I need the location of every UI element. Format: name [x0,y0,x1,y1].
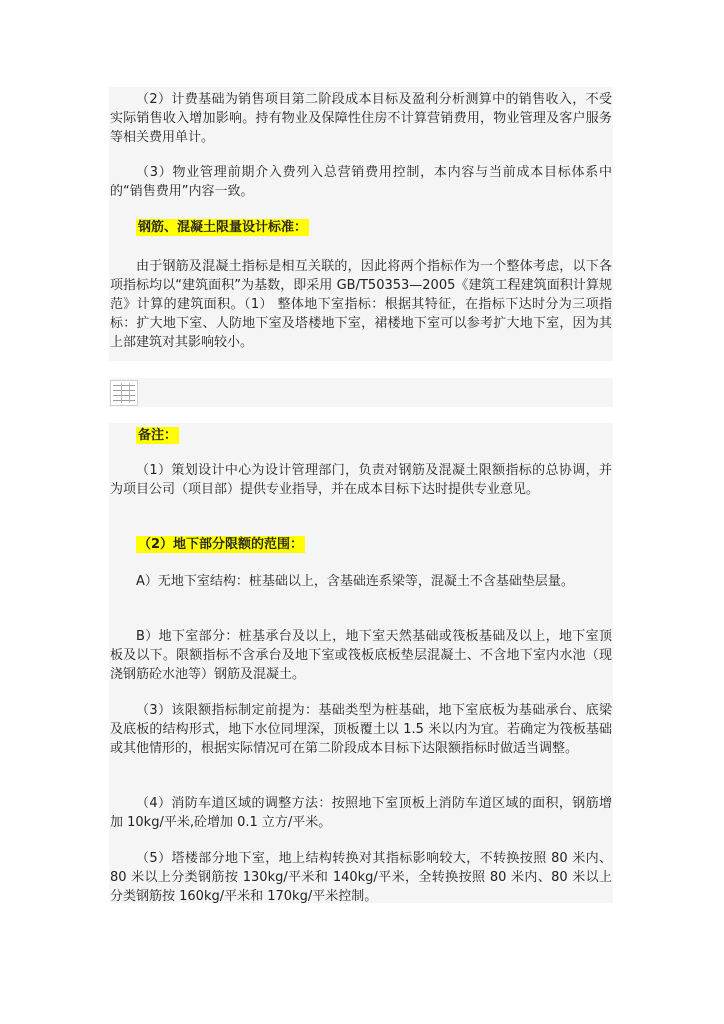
table-thumbnail-image[interactable] [110,380,138,406]
paragraph-note-1: （1）策划设计中心为设计管理部门，负责对钢筋及混凝土限额指标的总协调，并为项目公司（项目部）提供专业指导，并在成本目标下达时提供专业意见。 [110,463,612,497]
heading-notes [110,426,612,445]
highlighted-heading-text: （2）地下部分限额的范围： [138,537,304,552]
paragraph-tower-basement: （5）塔楼部分地下室，地上结构转换对其指标影响较大，不转换按照 80 米内、80 米以上分类钢筋按 130kg/平米和 140kg/平米，全转换按照 80 米内、80 米以上分类钢筋按 160kg/平米和 170kg/平米控制。 [110,851,612,904]
heading-rebar-concrete [110,218,612,237]
paragraph-fee-basis: （2）计费基础为销售项目第二阶段成本目标及盈利分析测算中的销售收入，不受实际销售收入增加影响。持有物业及保障性住房不计算营销费用，物业管理及客户服务等相关费用单计。 [110,92,612,145]
highlighted-heading-text: 备注： [138,428,178,443]
paragraph-fire-lane: （4）消防车道区域的调整方法：按照地下室顶板上消防车道区域的面积，钢筋增加 10kg/平米,砼增加 0.1 立方/平米。 [110,796,612,830]
paragraph-basement-part: B）地下室部分：桩基承台及以上，地下室天然基础或筏板基础及以上，地下室顶板及以下。限额指标不含承台及地下室或筏板底板垫层混凝土、不含地下室内水池（现浇钢筋砼水池等）钢筋及混凝土。 [110,629,612,682]
highlighted-heading-text: 钢筋、混凝土限量设计标准： [138,220,308,235]
paragraph-premise: （3）该限额指标制定前提为：基础类型为桩基础，地下室底板为基础承台、底梁及底板的结构形式，地下水位同埋深，顶板覆土以 1.5 米以内为宜。若确定为筏板基础或其他情形的，根据实际情况可在第二阶段成本目标下达限额指标时做适当调整。 [110,703,612,756]
paragraph-property-fee: （3）物业管理前期介入费列入总营销费用控制，本内容与当前成本目标体系中的“销售费用”内容一致。 [110,165,612,199]
paragraph-no-basement: A）无地下室结构：桩基础以上，含基础连系梁等，混凝土不含基础垫层量。 [136,574,574,589]
heading-underground-scope [110,535,612,554]
image-strip-background [109,378,613,407]
paragraph-indicator-basis: 由于钢筋及混凝土指标是相互关联的，因此将两个指标作为一个整体考虑，以下各项指标均以“建筑面积”为基数，即采用 GB/T50353—2005《建筑工程建筑面积计算规范》计算的建筑面积。（1） 整体地下室指标：根据其特征，在指标下达时分为三项指标：扩大地下室、人防地下室及塔楼地下室，裙楼地下室可以参考扩大地下室，因为其上部建筑对其影响较小。 [110,259,612,350]
